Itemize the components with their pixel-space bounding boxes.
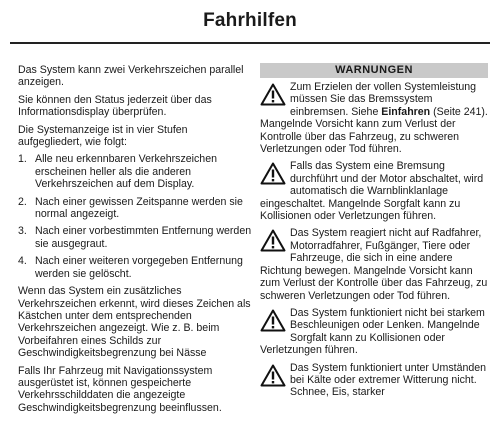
warning-item [260,362,488,399]
warning-triangle-icon [260,83,286,106]
warning-triangle-icon [260,364,286,387]
warning-text: Zum Erzielen der vollen Systemleistung müssen Sie das Bremssystem einbremsen. Siehe [290,81,477,118]
warning-text: Das System reagiert nicht auf Radfahrer, Motorradfahrer, Fußgänger, Tiere oder Fahrzeuge, die sich in eine andere Richtung bewegen. Mangelnde Vorsicht kann zum Verlust der Kontrolle über das Fahrzeug, zu schweren Verletzungen oder Tod führen. [260,227,488,302]
left-column [18,64,252,419]
warning-triangle-icon [260,229,286,252]
warning-text: (Seite 241). Mangelnde Vorsicht kann zum Verlust der Kontrolle über das Fahrzeug, zu schweren Verletzungen oder Tod führen. [260,105,488,156]
list-item-number: 3. [18,225,27,238]
list-item-number: 2. [18,195,27,208]
warning-text: Das System funktioniert nicht bei starkem Beschleunigen oder Lenken. Mangelnde Sorgfalt kann zu Kollisionen oder Verletzungen führen. [260,306,485,357]
warning-item [260,81,488,155]
warning-item [260,160,488,222]
list-item [18,196,252,221]
stages-paragraph: Die Systemanzeige ist in vier Stufen aufgegliedert, wie folgt: [18,123,188,149]
warning-item [260,307,488,357]
warnings-header: WARNUNGEN [260,63,488,78]
list-item-text: Nach einer weiteren vorgegeben Entfernung werden sie gelöscht. [35,255,243,280]
warning-item [260,227,488,301]
list-item-text: Nach einer vorbestimmten Entfernung werden sie ausgegraut. [35,225,252,250]
warning-link-einfahren[interactable]: Einfahren [381,105,431,118]
list-item-text: Alle neu erkennbaren Verkehrszeichen erscheinen heller als die anderen Verkehrszeichen auf dem Display. [35,153,217,191]
warning-triangle-icon [260,309,286,332]
list-item-text: Nach einer gewissen Zeitspanne werden sie normal angezeigt. [35,195,243,221]
list-item-number: 1. [18,153,27,166]
warning-text: Falls das System eine Bremsung durchführt und der Motor abschaltet, wird automatisch die Warnblinklanlage eingeschaltet. Mangelnde Sorgfalt kann zu Kollisionen oder Verletzungen führen. [260,160,484,223]
warning-text: Das System funktioniert unter Umständen bei Kälte oder extremer Witterung nicht. Schnee, Eis, starker [290,361,487,399]
title-divider [10,42,490,44]
warning-triangle-icon [260,162,286,185]
list-item-number: 4. [18,255,27,268]
stages-list [18,153,252,280]
navigation-paragraph: Falls Ihr Fahrzeug mit Navigationssystem ausgerüstet ist, können gespeicherte Verkehrsschilddaten die angezeigte Geschwindigkeitsbegrenzung beeinflussen. [18,364,222,414]
warnings-box [260,63,488,404]
list-item [18,225,252,250]
list-item [18,255,252,280]
page-title: Fahrhilfen [203,10,297,31]
list-item [18,153,252,190]
additional-sign-paragraph: Wenn das System ein zusätzliches Verkehrszeichen erkennt, wird dieses Zeichen als Kästchen unter dem entsprechenden Verkehrszeichen angezeigt. Wie z. B. beim Vorbeifahren eines Schilds zur Geschwindigkeitsbegrenzung bei Nässe [18,285,251,360]
intro-paragraph: Das System kann zwei Verkehrszeichen parallel anzeigen. [18,64,244,89]
status-paragraph: Sie können den Status jederzeit über das Informationsdisplay überprüfen. [18,93,212,119]
